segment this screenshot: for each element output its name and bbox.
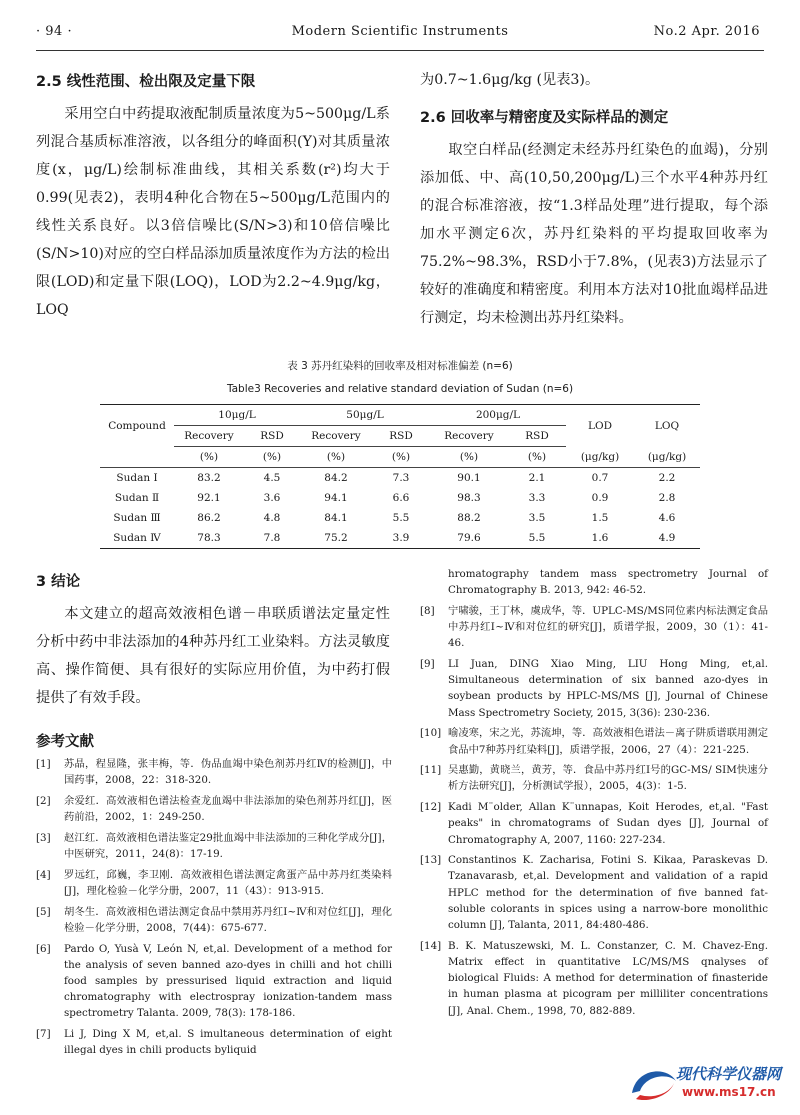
col-recovery: Recovery	[174, 426, 244, 447]
header-rule	[36, 50, 764, 51]
unit-ugkg: (μg/kg)	[634, 447, 700, 468]
col-lod: LOD	[566, 405, 634, 447]
para-3: 本文建立的超高效液相色谱－串联质谱法定量定性分析中药中非法添加的4种苏丹红工业染料。方法灵敏度高、操作简便、具有很好的实际应用价值，为中药打假提供了有效手段。	[36, 606, 390, 706]
para-2-5-cont: 为0.7~1.6μg/kg (见表3)。	[420, 72, 600, 88]
col-compound: Compound	[100, 405, 174, 447]
col-rsd: RSD	[508, 426, 566, 447]
heading-3: 3 结论	[36, 574, 81, 590]
table3-caption-en: Table3 Recoveries and relative standard deviation of Sudan (n=6)	[226, 383, 574, 395]
reference-item: [9] LI Juan, DING Xiao Ming, LIU Hong Ming, et,al. Simultaneous determination of six banned azo-dyes in soybean products by HPLC-MS/MS [J], Journal of Chinese Mass Spectrometry Society, 2015, 3(36): 230-236.	[420, 658, 768, 719]
col-rsd: RSD	[244, 426, 300, 447]
reference-item: [3] 赵江红．高效液相色谱法鉴定29批血竭中非法添加的三种化学成分[J]，中医研究，2011，24(8)：17-19.	[36, 831, 392, 861]
col-loq: LOQ	[634, 405, 700, 447]
unit-pct: (%)	[372, 447, 430, 468]
reference-item: [5] 胡冬生．高效液相色谱法测定食品中禁用苏丹红Ⅰ~Ⅳ和对位红[J]，理化检验－化学分册，2008，7(44)：675-677.	[36, 905, 392, 934]
table3	[100, 404, 700, 549]
table-row: Sudan Ⅰ 83.2 4.5 84.2 7.3 90.1 2.1 0.7 2.2	[116, 472, 676, 484]
heading-2-5: 2.5 线性范围、检出限及定量下限	[36, 74, 256, 90]
table3-unit-row	[100, 447, 700, 468]
table-row: Sudan Ⅲ 86.2 4.8 84.1 5.5 88.2 3.5 1.5 4.6	[113, 512, 676, 524]
references-left	[36, 756, 392, 1063]
col-recovery: Recovery	[300, 426, 372, 447]
references-heading: 参考文献	[36, 734, 94, 750]
reference-item: [4] 罗远红，邱巍，李卫刚．高效液相色谱法测定禽蛋产品中苏丹红类染料[J]，理化检验－化学分册，2007，11（43）：913-915.	[36, 868, 392, 897]
col-recovery: Recovery	[430, 426, 508, 447]
table3-header-row-1	[100, 405, 700, 426]
unit-pct: (%)	[244, 447, 300, 468]
references-right	[420, 566, 768, 1023]
reference-item: [10] 喻凌寒，宋之光，苏流坤，等．高效液相色谱法－离子阱质谱联用测定食品中7种苏丹红染料[J]，质谱学报，2006，27（4）：221-225.	[420, 727, 768, 756]
reference-item: [8] 宁啸骏，王丁林，虞成华，等．UPLC-MS/MS同位素内标法测定食品中苏丹红Ⅰ~Ⅳ和对位红的研究[J]，质谱学报，2009，30（1）：41-46.	[420, 604, 768, 650]
unit-pct: (%)	[174, 447, 244, 468]
col-level-50: 50μg/L	[300, 405, 430, 426]
col-rsd: RSD	[372, 426, 430, 447]
reference-item: [13] Constantinos K. Zacharisa, Fotini S. Kikaa, Paraskevas D. Tzanavarasb, et,al. Development and validation of a rapid HPLC method for the determination of five banned fat-soluble colorants in spices using a narrow-bore monolithic column [J], Talanta, 2011, 84:480-486.	[420, 854, 768, 932]
unit-pct: (%)	[430, 447, 508, 468]
reference-item: [11] 吴惠勤，黄晓兰，黄芳，等．食品中苏丹红Ⅰ号的GC-MS/ SIM快速分析方法研究[J]，分析测试学报），2005，4(3)：1-5.	[420, 764, 768, 793]
journal-title: Modern Scientific Instruments	[291, 24, 509, 39]
reference-item: [2] 余爱红．高效液相色谱法检查龙血竭中非法添加的染色剂苏丹红[J]，医药前沿，2002，1：249-250.	[36, 794, 392, 824]
table-row: Sudan Ⅱ 92.1 3.6 94.1 6.6 98.3 3.3 0.9 2.8	[114, 492, 676, 504]
reference-item: [6] Pardo O, Yusà V, León N, et,al. Development of a method for the analysis of seven banned azo-dyes in chilli and hot chilli food samples by pressurised liquid extraction and liquid chromatography with electrospray ionization-tandem mass spectrometry Talanta. 2009, 78(3): 178-186.	[36, 942, 392, 1020]
watermark-logo	[626, 1059, 786, 1105]
reference-item: [14] B. K. Matuszewski, M. L. Constanzer, C. M. Chavez-Eng. Matrix effect in quantitative LC/MS/MS qnalyses of biological Fluids: A method for determination of finasteride in human plasma at picogram per milliliter concentrations [J], Anal. Chem., 1998, 70, 882-889.	[420, 939, 768, 1017]
watermark-cn: 现代科学仪器网	[676, 1065, 782, 1083]
para-2-5: 采用空白中药提取液配制质量浓度为5~500μg/L系列混合基质标准溶液，以各组分的峰面积(Y)对其质量浓度(x，μg/L)绘制标准曲线，其相关系数(r²)均大于0.99(见表2)，表明4种化合物在5~500μg/L范围内的线性关系良好。以3倍信噪比(S/N>3)和10倍信噪比(S/N>10)对应的空白样品添加质量浓度作为方法的检出限(LOD)和定量下限(LOQ)，LOD为2.2~4.9μg/kg，LOQ	[36, 106, 390, 318]
col-level-200: 200μg/L	[430, 405, 566, 426]
issue-info: No.2 Apr. 2016	[653, 24, 760, 39]
watermark-url: www.ms17.cn	[682, 1085, 776, 1099]
table3-caption-cn: 表 3 苏丹红染料的回收率及相对标准偏差 (n=6)	[287, 360, 513, 372]
heading-2-6: 2.6 回收率与精密度及实际样品的测定	[420, 110, 669, 126]
table-row: Sudan Ⅳ 78.3 7.8 75.2 3.9 79.6 5.5 1.6 4.9	[100, 528, 700, 549]
reference-item: [1] 苏晶，程显隆，张丰梅，等．伪品血竭中染色剂苏丹红Ⅳ的检测[J]，中国药事，2008，22：318-320.	[36, 758, 392, 787]
reference-item: [12] Kadi M¨older, Allan K¨unnapas, Koit Herodes, et,al. "Fast peaks" in chromatograms of Sudan dyes [J], Journal of Chromatography A, 2007, 1160: 227-234.	[420, 801, 768, 846]
reference-item: hromatography tandem mass spectrometry Journal of Chromatography B. 2013, 942: 46-52.	[448, 568, 768, 597]
reference-item: [7] Li J, Ding X M, et,al. S imultaneous determination of eight illegal dyes in chili products byliquid	[36, 1028, 392, 1057]
para-2-6: 取空白样品(经测定未经苏丹红染色的血竭)，分别添加低、中、高(10,50,200μg/L)三个水平4种苏丹红的混合标准溶液，按“1.3样品处理”进行提取，每个添加水平测定6次，苏丹红染料的平均提取回收率为75.2%~98.3%，RSD小于7.8%，(见表3)方法显示了较好的准确度和精密度。利用本方法对10批血竭样品进行测定，均未检测出苏丹红染料。	[420, 142, 768, 326]
col-level-10: 10μg/L	[174, 405, 300, 426]
unit-ugkg: (μg/kg)	[566, 447, 634, 468]
unit-pct: (%)	[300, 447, 372, 468]
page-number: · 94 ·	[36, 24, 73, 39]
unit-pct: (%)	[508, 447, 566, 468]
